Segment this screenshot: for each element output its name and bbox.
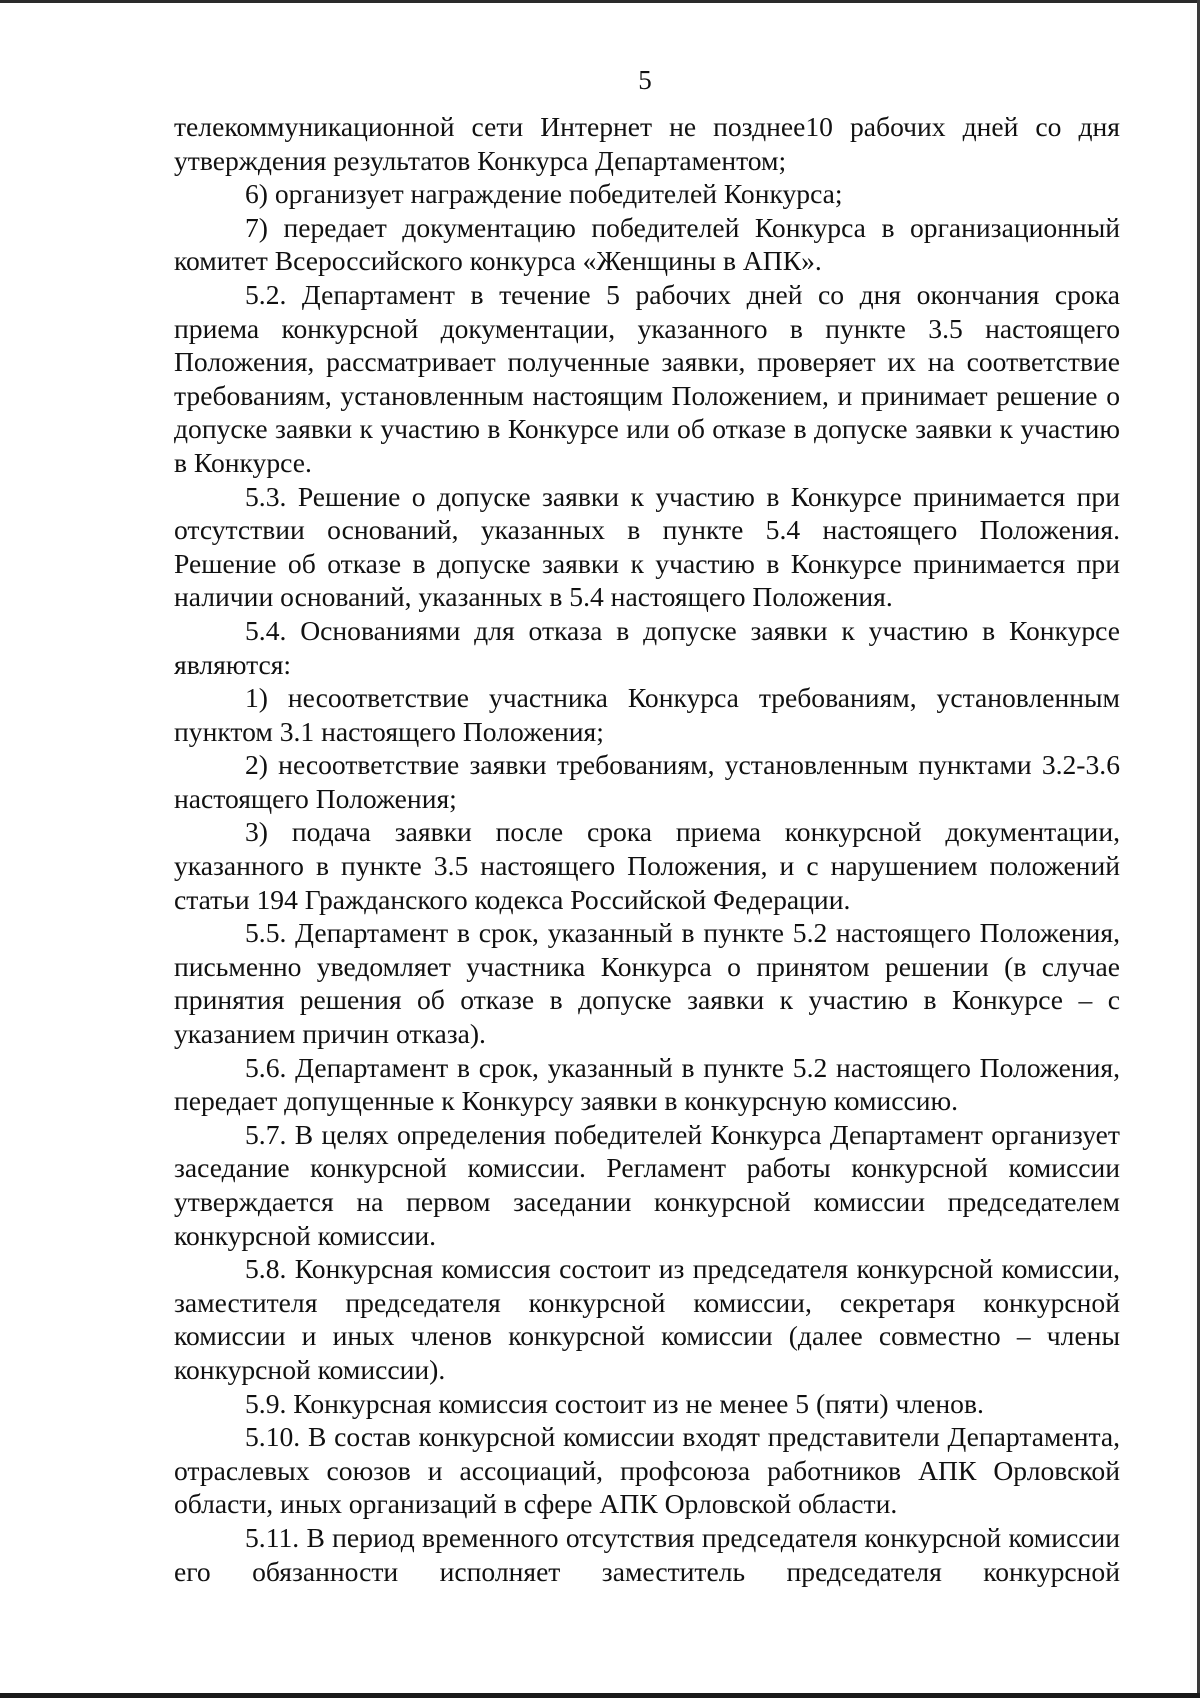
paragraph-5-2: 5.2. Департамент в течение 5 рабочих дней со дня окончания срока приема конкурсной документации, указанного в пункте 3.5 настоящего Положения, рассматривает полученные заявки, проверяет их на соответствие требованиям, установленным настоящим Положением, и принимает решение о допуске заявки к участию в Конкурсе или об отказе в допуске заявки к участию в Конкурсе. xyxy=(174,278,1120,478)
paragraph-5-10: 5.10. В состав конкурсной комиссии входят представители Департамента, отраслевых союзов и ассоциаций, профсоюза работников АПК Орловской области, иных организаций в сфере АПК Орловской области. xyxy=(174,1421,1120,1520)
paragraph-5-4: 5.4. Основаниями для отказа в допуске заявки к участию в Конкурсе являются: xyxy=(174,614,1120,680)
paragraph-item-7: 7) передает документацию победителей Конкурса в организационный комитет Всероссийского конкурса «Женщины в АПК». xyxy=(174,211,1120,277)
scan-edge-top xyxy=(0,0,1200,3)
paragraph-5-4-item-3: 3) подача заявки после срока приема конкурсной документации, указанного в пункте 3.5 настоящего Положения, и с нарушением положений статьи 194 Гражданского кодекса Российской Федерации. xyxy=(174,816,1120,915)
document-body xyxy=(174,110,1120,1588)
paragraph-5-9: 5.9. Конкурсная комиссия состоит из не менее 5 (пяти) членов. xyxy=(245,1387,984,1419)
paragraph-5-4-item-1: 1) несоответствие участника Конкурса требованиям, установленным пунктом 3.1 настоящего Положения; xyxy=(174,682,1120,747)
scan-edge-bottom xyxy=(0,1693,1200,1698)
paragraph-5-3: 5.3. Решение о допуске заявки к участию в Конкурсе принимается при отсутствии оснований, указанных в пункте 5.4 настоящего Положения. Решение об отказе в допуске заявки к участию в Конкурсе принимается при наличии оснований, указанных в 5.4 настоящего Положения. xyxy=(174,480,1120,613)
paragraph-5-6: 5.6. Департамент в срок, указанный в пункте 5.2 настоящего Положения, передает допущенные к Конкурсу заявки в конкурсную комиссию. xyxy=(174,1051,1120,1117)
paragraph-5-5: 5.5. Департамент в срок, указанный в пункте 5.2 настоящего Положения, письменно уведомляет участника Конкурса о принятом решении (в случае принятия решения об отказе в допуске заявки к участию в Конкурсе – с указанием причин отказа). xyxy=(174,917,1120,1050)
paragraph-item-6: 6) организует награждение победителей Конкурса; xyxy=(245,178,843,210)
paragraph-5-11: 5.11. В период временного отсутствия председателя конкурсной комиссии его обязанности исполняет заместитель председателя конкурсной xyxy=(174,1521,1120,1587)
page-number: 5 xyxy=(638,65,652,95)
paragraph-5-7: 5.7. В целях определения победителей Конкурса Департамент организует заседание конкурсной комиссии. Регламент работы конкурсной комиссии утверждается на первом заседании конкурсной комиссии председателем конкурсной комиссии. xyxy=(174,1118,1120,1251)
paragraph-continuation: телекоммуникационной сети Интернет не позднее10 рабочих дней со дня утверждения результатов Конкурса Департаментом; xyxy=(174,111,1120,176)
paragraph-5-8: 5.8. Конкурсная комиссия состоит из председателя конкурсной комиссии, заместителя председателя конкурсной комиссии, секретаря конкурсной комиссии и иных членов конкурсной комиссии (далее совместно – члены конкурсной комиссии). xyxy=(174,1253,1120,1385)
paragraph-5-4-item-2: 2) несоответствие заявки требованиям, установленным пунктами 3.2-3.6 настоящего Положения; xyxy=(174,749,1120,814)
